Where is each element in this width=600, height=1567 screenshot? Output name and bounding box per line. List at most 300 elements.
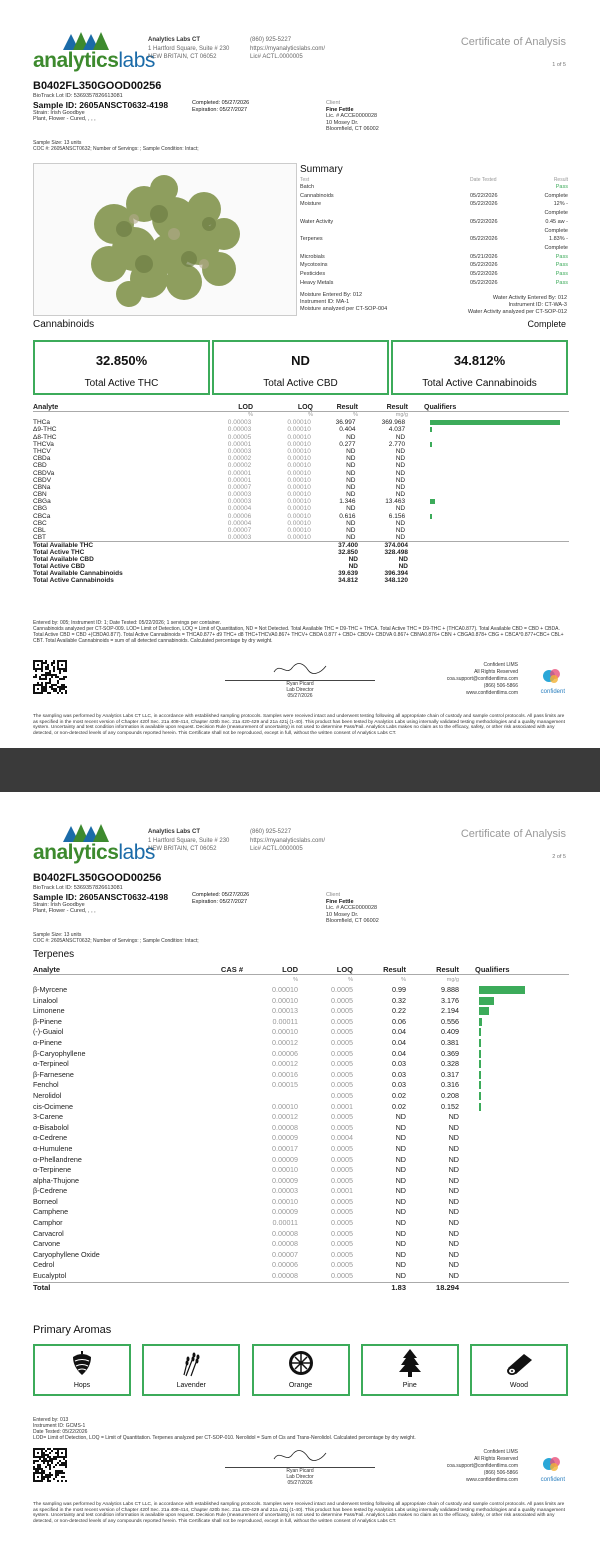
loq-value: 0.0005 xyxy=(331,1027,353,1037)
summary-test: Cannabinoids xyxy=(300,192,334,199)
table-row xyxy=(33,455,569,462)
cas-value xyxy=(193,1250,243,1261)
result-percent: 0.32 xyxy=(392,995,406,1005)
cas-value xyxy=(193,1049,243,1060)
total-row xyxy=(33,549,569,556)
qualifier-cell xyxy=(430,462,569,469)
result-mg: 0.317 xyxy=(441,1069,459,1079)
analyte-name: α-Cedrene xyxy=(33,1133,68,1143)
qualifier-cell xyxy=(479,1250,529,1261)
qr-code[interactable] xyxy=(33,660,67,694)
cas-value xyxy=(193,1112,243,1123)
lod-value: 0.00007 xyxy=(272,1249,298,1259)
result-percent: 0.22 xyxy=(392,1006,406,1016)
summary-test: Heavy Metals xyxy=(300,279,334,286)
analyte-name: Limonene xyxy=(33,1006,65,1016)
lod-value: 0.00009 xyxy=(272,1154,298,1164)
qualifier-cell xyxy=(479,1144,529,1155)
lod-value: 0.00015 xyxy=(272,1080,298,1090)
total-name: Total Available CBD xyxy=(33,555,94,563)
total-name: Total Available THC xyxy=(33,542,94,550)
result-mg: ND xyxy=(448,1196,459,1206)
qualifier-cell xyxy=(479,1080,529,1091)
client-info: Client Fine Fettle Lic. # ACCE0000028 10 Mosey Dr. Bloomfield, CT 06002 xyxy=(326,892,379,924)
qualifier-cell xyxy=(479,1027,529,1038)
qualifier-cell xyxy=(479,1186,529,1197)
aroma-pine: Pine xyxy=(361,1344,459,1396)
summary-row xyxy=(300,253,568,262)
result-percent: ND xyxy=(346,527,356,534)
result-mg: 9.888 xyxy=(441,985,459,994)
summary-date: 05/22/2026 xyxy=(470,201,498,208)
page-number: 2 of 5 xyxy=(552,854,566,860)
loq-value: 0.0005 xyxy=(331,1112,353,1122)
terpenes-title: Terpenes xyxy=(33,949,75,960)
lims-url-link[interactable]: www.confidentlims.com xyxy=(466,1477,518,1483)
table-row xyxy=(33,1271,569,1282)
result-percent: ND xyxy=(346,505,356,513)
total-active-thc-box: 32.850% Total Active THC xyxy=(33,340,210,395)
loq-value: 0.00010 xyxy=(287,426,311,434)
confident-logo-icon xyxy=(541,668,563,684)
cas-value xyxy=(193,1260,243,1271)
analyte-name: THCVa xyxy=(33,440,54,448)
total-mg: 328.498 xyxy=(384,548,408,556)
total-percent: ND xyxy=(348,555,358,563)
sample-size: Sample Size: 13 units COC #: 2605ANSCT0632; Number of Servings: ; Sample Condition: Intact; xyxy=(33,932,199,944)
cas-value xyxy=(193,1155,243,1166)
table-header: Analyte CAS # LOD LOQ Result Result Qualifiers xyxy=(33,965,569,975)
summary-result: Pass xyxy=(555,279,568,286)
qualifier-cell xyxy=(479,985,529,996)
summary-result: Pass xyxy=(555,184,568,190)
loq-value: 0.0005 xyxy=(331,1165,353,1175)
result-mg: ND xyxy=(448,1228,459,1238)
analyte-name: Linalool xyxy=(33,995,58,1005)
loq-value: 0.0001 xyxy=(331,1186,353,1196)
cas-value xyxy=(193,1176,243,1187)
result-mg: ND xyxy=(448,1165,459,1175)
loq-value: 0.0005 xyxy=(331,1059,353,1069)
cas-value xyxy=(193,1123,243,1134)
loq-value: 0.0005 xyxy=(331,1154,353,1164)
lab-address: Analytics Labs CT 1 Hartford Square, Suite # 230 NEW BRITAIN, CT 06052 xyxy=(148,829,230,852)
result-mg: ND xyxy=(395,527,406,534)
summary-test: Batch xyxy=(300,184,315,190)
qualifier-cell xyxy=(430,426,569,433)
qualifier-cell xyxy=(479,1112,529,1123)
analyte-name: CBDVa xyxy=(33,469,55,477)
sample-dates: Completed: 05/27/2026 Expiration: 05/27/2027 xyxy=(192,892,250,905)
qualifier-cell xyxy=(479,1239,529,1250)
table-row xyxy=(33,1186,569,1197)
result-mg: ND xyxy=(395,455,406,463)
loq-value: 0.00010 xyxy=(287,455,311,463)
confident-logo-icon xyxy=(541,1456,563,1472)
loq-value: 0.00010 xyxy=(287,419,311,427)
analyte-name: CBL xyxy=(33,527,46,534)
aroma-orange: Orange xyxy=(252,1344,350,1396)
qualifier-cell xyxy=(479,1017,529,1028)
lod-value: 0.00007 xyxy=(227,483,252,491)
result-bar xyxy=(479,1103,481,1111)
cas-value xyxy=(193,1271,243,1282)
qualifier-cell xyxy=(479,1070,529,1081)
lab-contact: (860) 925-5227 https://myanalyticslabs.com/ Lic# ACTL.0000005 xyxy=(250,829,326,852)
result-mg: ND xyxy=(448,1260,459,1270)
qualifier-cell xyxy=(479,1165,529,1176)
table-row xyxy=(33,534,569,541)
table-row xyxy=(33,441,569,448)
table-row xyxy=(33,1218,569,1229)
wood-icon xyxy=(504,1350,534,1376)
qualifier-cell xyxy=(479,1038,529,1049)
total-active-cannabinoids-box: 34.812% Total Active Cannabinoids xyxy=(391,340,568,395)
lod-value: 0.00003 xyxy=(227,426,252,434)
summary-row xyxy=(300,279,568,288)
sample-size: Sample Size: 13 units COC #: 2605ANSCT0632; Number of Servings: ; Sample Condition: Intact; xyxy=(33,140,199,152)
analyte-name: β-Farnesene xyxy=(33,1069,74,1079)
table-row xyxy=(33,491,569,498)
pine-icon xyxy=(398,1348,422,1378)
table-row xyxy=(33,505,569,512)
analyte-name: Nerolidol xyxy=(33,1090,62,1100)
loq-value: 0.0005 xyxy=(331,1260,353,1270)
result-percent: 0.99 xyxy=(392,985,406,994)
qualifier-cell xyxy=(430,534,569,541)
result-percent: ND xyxy=(346,447,356,455)
result-bar xyxy=(430,442,432,447)
cas-value xyxy=(193,1038,243,1049)
cas-value xyxy=(193,1091,243,1102)
total-mg: 348.120 xyxy=(384,577,408,585)
page-number: 1 of 5 xyxy=(552,62,566,68)
table-row xyxy=(33,477,569,484)
total-percent: 32.850 xyxy=(338,548,358,556)
summary-date: 05/22/2026 xyxy=(470,218,498,225)
result-percent: 36.997 xyxy=(335,419,356,427)
qualifier-cell xyxy=(430,527,569,534)
qualifier-cell xyxy=(430,441,569,448)
loq-value: 0.00010 xyxy=(287,462,311,470)
cas-value xyxy=(193,1144,243,1155)
result-mg: ND xyxy=(395,483,406,491)
result-bar xyxy=(430,499,435,504)
analyte-name: 3-Carene xyxy=(33,1112,63,1122)
moisture-info: Moisture Entered By: 012 Instrument ID: MA-1 Moisture analyzed per CT-SOP-004 xyxy=(300,292,388,312)
lod-value: 0.00001 xyxy=(227,440,252,448)
lod-value: 0.00011 xyxy=(272,1016,298,1026)
analyte-name: CBCa xyxy=(33,512,51,520)
result-mg: 4.037 xyxy=(388,426,406,434)
result-mg: ND xyxy=(395,433,406,441)
cas-value xyxy=(193,1070,243,1081)
table-row xyxy=(33,448,569,455)
lab-website-link[interactable]: https://myanalyticslabs.com/ xyxy=(250,837,326,844)
result-mg: 0.152 xyxy=(441,1101,459,1111)
loq-value: 0.0005 xyxy=(331,1249,353,1259)
analyte-name: CBG xyxy=(33,505,48,513)
client-info: Client Fine Fettle Lic. # ACCE0000028 10 Mosey Dr. Bloomfield, CT 06002 xyxy=(326,100,379,132)
lod-value: 0.00016 xyxy=(272,1069,298,1079)
analyte-name: α-Terpineol xyxy=(33,1059,69,1069)
analyte-name: β-Caryophyllene xyxy=(33,1048,86,1058)
loq-value: 0.00010 xyxy=(287,483,311,491)
table-row xyxy=(33,1239,569,1250)
analyte-name: THCa xyxy=(33,419,50,427)
qualifier-cell xyxy=(479,1102,529,1113)
table-row xyxy=(33,1080,569,1091)
lims-email-link[interactable]: coa.support@confidentlims.com xyxy=(446,1463,518,1469)
loq-value: 0.00010 xyxy=(287,527,311,534)
result-percent: 0.04 xyxy=(392,1048,406,1058)
lab-website-link[interactable]: https://myanalyticslabs.com/ xyxy=(250,45,326,52)
summary-result: Pass xyxy=(555,262,568,269)
result-percent: ND xyxy=(395,1154,406,1164)
table-row xyxy=(33,1229,569,1240)
terpene-footnotes: Entered by: 013 Instrument ID: GCMS-1 Date Tested: 05/22/2026 LOD= Limit of Detection, LOQ = Limit of Quantitation. Terpenes analyzed per CT-SOP-010. Nerolidol = Sum of Cis and Trans-Nerolidol. Calculated percentage by dry weight. xyxy=(33,1417,416,1441)
summary-result: 12% - Complete xyxy=(544,201,568,217)
table-row xyxy=(33,484,569,491)
summary-result: Pass xyxy=(555,253,568,260)
analyte-name: Caryophyllene Oxide xyxy=(33,1249,100,1259)
lod-value: 0.00008 xyxy=(272,1271,298,1281)
result-bar xyxy=(479,1007,489,1015)
analyte-name: α-Phellandrene xyxy=(33,1154,82,1164)
table-row xyxy=(33,1250,569,1261)
summary-test: Moisture xyxy=(300,201,322,208)
lims-email-link[interactable]: coa.support@confidentlims.com xyxy=(446,676,518,682)
table-row xyxy=(33,1133,569,1144)
lod-value: 0.00010 xyxy=(272,1101,298,1111)
coa-page-2 xyxy=(0,792,600,1567)
orange-icon xyxy=(287,1349,315,1377)
result-mg: ND xyxy=(448,1271,459,1281)
qualifier-cell xyxy=(479,1197,529,1208)
lod-value: 0.00010 xyxy=(272,985,298,994)
table-row xyxy=(33,1165,569,1176)
analyte-name: α-Pinene xyxy=(33,1037,62,1047)
lod-value: 0.00003 xyxy=(227,447,252,455)
lod-value xyxy=(243,1091,298,1102)
loq-value: 0.0005 xyxy=(331,1218,353,1228)
loq-value: 0.0005 xyxy=(331,1080,353,1090)
lod-value: 0.00009 xyxy=(272,1133,298,1143)
result-percent: 0.03 xyxy=(392,1069,406,1079)
cas-value xyxy=(193,1197,243,1208)
cas-value xyxy=(193,1059,243,1070)
lod-value: 0.00012 xyxy=(272,1059,298,1069)
loq-value: 0.0005 xyxy=(331,985,353,994)
result-mg: ND xyxy=(448,1249,459,1259)
qualifier-cell xyxy=(430,455,569,462)
loq-value: 0.0005 xyxy=(331,1090,353,1100)
result-mg: 6.156 xyxy=(388,512,406,520)
result-mg: ND xyxy=(448,1122,459,1132)
total-mg: ND xyxy=(398,555,408,563)
doc-title: Certificate of Analysis xyxy=(460,828,566,840)
qualifier-cell xyxy=(430,491,569,498)
analyte-name: CBGa xyxy=(33,498,51,506)
result-percent: ND xyxy=(395,1218,406,1228)
result-percent: 0.03 xyxy=(392,1080,406,1090)
analyte-name: Cedrol xyxy=(33,1260,55,1270)
aromas-title: Primary Aromas xyxy=(33,1324,112,1336)
lod-value: 0.00008 xyxy=(272,1239,298,1249)
table-row xyxy=(33,1144,569,1155)
result-percent: ND xyxy=(395,1186,406,1196)
analyte-name: CBN xyxy=(33,491,47,499)
result-mg: 0.409 xyxy=(441,1027,459,1037)
qualifier-cell xyxy=(430,505,569,512)
result-percent: ND xyxy=(395,1112,406,1122)
loq-value: 0.00010 xyxy=(287,505,311,513)
total-mg: ND xyxy=(398,562,408,570)
qr-code[interactable] xyxy=(33,1448,67,1482)
cannabinoid-footnotes: Entered by: 005; Instrument ID: 1; Date Tested: 05/22/2026; 1 servings per container. Cannabinoids analyzed per CT-SOP-009. LOD= Limit of Detection, LOQ = Limit of Quantitation, ND = Not Detected. Total Available THC = D9-THC + THCA. Total Active THC = D9-THC + (THCA0.877). Total Available CBD = CBD + CBDA. Total Active CBD = CBD +(CBDA0.877). Total Active Cannabinoids = THCA0.877+ d9 THC+ d8 THC+THCVA0.867+ THCV+ CBDA 0.877 + CBD+ CBDV+ CBDVA 0.867+ CBNA0.876+ CBN + CBGA0.878+ CBG + CBCA*0.877+CBC+ CBL+ CBT. Total Available Cannabinoids = sum of all detected cannabinoids. Calculated percentage by dry weight. xyxy=(33,620,564,644)
result-mg: 2.194 xyxy=(441,1006,459,1016)
analyte-name: (-)-Guaiol xyxy=(33,1027,64,1037)
loq-value: 0.00010 xyxy=(287,498,311,506)
loq-value: 0.00010 xyxy=(287,534,311,542)
table-row xyxy=(33,520,569,527)
table-row xyxy=(33,996,569,1007)
analyte-name: α-Bisabolol xyxy=(33,1122,69,1132)
signature-block: Ryan Picard Lab Director 05/27/2026 xyxy=(220,1447,380,1486)
result-percent: ND xyxy=(395,1249,406,1259)
lod-value: 0.00001 xyxy=(227,469,252,477)
result-mg: ND xyxy=(395,491,406,499)
terpenes-total-row: Total 1.83 18.294 xyxy=(33,1282,569,1292)
lod-value: 0.00017 xyxy=(272,1143,298,1153)
result-percent: ND xyxy=(395,1239,406,1249)
logo-mountains-icon xyxy=(63,822,111,842)
analyte-name: β-Myrcene xyxy=(33,985,68,994)
lims-url-link[interactable]: www.confidentlims.com xyxy=(466,690,518,696)
analyte-name: Fenchol xyxy=(33,1080,59,1090)
result-bar xyxy=(479,1060,481,1068)
cas-value xyxy=(193,1133,243,1144)
cas-value xyxy=(193,1102,243,1113)
cannabinoids-table: Analyte LOD LOQ Result Result Qualifiers % % % mg/g THCa 0.00003 0.00010 36.997 369.968 Δ9-THC 0.00003 0.00010 0.404 4.037 Δ8-THC 0.00005 0.00010 ND ND THCVa 0.00001 0.00010 0.277 2.770 THCV 0.00003 0.00010 ND ND CBDa 0.00002 0.00010 ND ND CBD 0.00002 0.00010 ND ND CBDVa 0.00001 0.00010 ND ND CBDV 0.00001 0.00010 ND ND CBNa 0.00007 0.00010 ND ND CBN 0.00003 0.00010 ND ND CBGa 0.00003 0.00010 1.346 13.463 CBG 0.00004 0.00010 ND ND CBCa 0.00006 0.00010 0.616 6.156 CBC 0.00004 0.00010 ND ND CBL 0.00007 0.00010 ND ND CBT 0.00003 0.00010 ND ND Total Available THC 37.400 374.004 Total Active THC 32.850 328.498 Total Available CBD ND ND Total Active CBD ND ND Total Available Cannabinoids 39.639 396.394 Total Active Cannabinoids 34.812 348.120 xyxy=(33,404,569,585)
table-row xyxy=(33,470,569,477)
result-percent: ND xyxy=(346,534,356,542)
analyte-name: Borneol xyxy=(33,1196,58,1206)
loq-value: 0.00010 xyxy=(287,469,311,477)
total-row xyxy=(33,570,569,577)
qualifier-cell xyxy=(479,1229,529,1240)
lod-value: 0.00009 xyxy=(272,1207,298,1217)
lod-value: 0.00010 xyxy=(272,1027,298,1037)
result-mg: 13.463 xyxy=(385,498,406,506)
analyte-name: CBDa xyxy=(33,455,51,463)
table-row xyxy=(33,513,569,520)
qualifier-cell xyxy=(430,477,569,484)
result-percent: ND xyxy=(395,1207,406,1217)
total-mg: 374.004 xyxy=(384,542,408,550)
total-percent: 39.639 xyxy=(338,570,358,578)
loq-value: 0.00010 xyxy=(287,491,311,499)
total-name: Total Active THC xyxy=(33,548,85,556)
result-percent: ND xyxy=(395,1260,406,1270)
table-row xyxy=(33,462,569,469)
lod-value: 0.00010 xyxy=(272,1196,298,1206)
signature-icon xyxy=(270,660,330,678)
loq-value: 0.0004 xyxy=(331,1133,353,1143)
table-row xyxy=(33,1070,569,1081)
result-bar xyxy=(430,420,560,425)
qualifier-cell xyxy=(430,498,569,505)
table-row xyxy=(33,985,569,996)
qualifier-cell xyxy=(479,1006,529,1017)
table-row xyxy=(33,1176,569,1187)
legal-disclaimer: The sampling was performed by Analytics Labs CT LLC, in accordance with established sampling protocols. Samples were received intact and underwent testing following all appropriate chain of custody and sample control protocols. All pass limits are as specified in the most recent version of Chapter 420f Sec. 21a 408-414, Chapter 420b Sec. 21a 420-429 and 21a 421j (1-40). This product has been tested by Analytics Labs using internally validated testing methodologies and a quality management system. Uncertainty and test condition information is available upon request. Decision Rule (measurement of uncertainty) is not used to determine Pass/Fail. Analytics Labs makes no claim as to the efficacy, safety, or other risk associated with any detected, or non-detected levels of any compounds reported herein. This Certificate shall not be reproduced, except in full, without the written consent of Analytics Labs CT. xyxy=(33,1502,565,1524)
table-row xyxy=(33,1207,569,1218)
table-row xyxy=(33,1197,569,1208)
batch-id: B0402FL350GOOD00256 xyxy=(33,872,162,884)
table-row xyxy=(33,1123,569,1134)
result-percent: ND xyxy=(346,469,356,477)
summary-row xyxy=(300,261,568,270)
aroma-wood: Wood xyxy=(470,1344,568,1396)
lod-value: 0.00008 xyxy=(272,1228,298,1238)
qualifier-cell xyxy=(479,1176,529,1187)
result-mg: 0.328 xyxy=(441,1059,459,1069)
cas-value xyxy=(193,1239,243,1250)
result-mg: ND xyxy=(395,505,406,513)
aroma-hops: Hops xyxy=(33,1344,131,1396)
loq-value: 0.0005 xyxy=(331,1122,353,1132)
result-bar xyxy=(479,1071,481,1079)
result-bar xyxy=(479,1028,481,1036)
analyte-name: CBDV xyxy=(33,476,52,484)
result-mg: 3.176 xyxy=(441,995,459,1005)
result-percent: ND xyxy=(395,1165,406,1175)
table-row xyxy=(33,1059,569,1070)
cas-value xyxy=(193,1006,243,1017)
summary-test: Mycotoxins xyxy=(300,262,328,269)
lab-address: Analytics Labs CT 1 Hartford Square, Suite # 230 NEW BRITAIN, CT 06052 xyxy=(148,37,230,60)
cas-value xyxy=(193,1207,243,1218)
summary-result: Complete xyxy=(544,192,568,199)
summary-test: Microbials xyxy=(300,253,325,260)
cas-value xyxy=(193,1027,243,1038)
table-row xyxy=(33,419,569,426)
qualifier-cell xyxy=(430,484,569,491)
hops-icon xyxy=(69,1349,95,1377)
qualifier-cell xyxy=(430,513,569,520)
sample-info: BioTrack Lot ID: 5369357826613081 Sample ID: 2605ANSCT0632-4198 Strain: Irish Goodbye Plant, Flower - Cured, , , , xyxy=(33,885,333,915)
qualifier-cell xyxy=(479,1207,529,1218)
summary-date xyxy=(470,183,540,192)
cannabinoids-title: Cannabinoids xyxy=(33,319,95,330)
result-percent: ND xyxy=(395,1143,406,1153)
lod-value: 0.00002 xyxy=(227,462,252,470)
result-mg: ND xyxy=(448,1133,459,1143)
cannabinoids-status: Complete xyxy=(527,319,566,329)
result-percent: 0.04 xyxy=(392,1037,406,1047)
table-row xyxy=(33,426,569,433)
summary-date: 05/22/2026 xyxy=(470,236,498,243)
summary-row xyxy=(300,218,568,235)
loq-value: 0.00010 xyxy=(287,476,311,484)
signature-block: Ryan Picard Lab Director 05/27/2026 xyxy=(220,660,380,699)
result-percent: ND xyxy=(346,455,356,463)
result-mg: ND xyxy=(448,1218,459,1228)
analyte-name: Carvone xyxy=(33,1239,61,1249)
loq-value: 0.00010 xyxy=(287,433,311,441)
result-mg: ND xyxy=(448,1112,459,1122)
